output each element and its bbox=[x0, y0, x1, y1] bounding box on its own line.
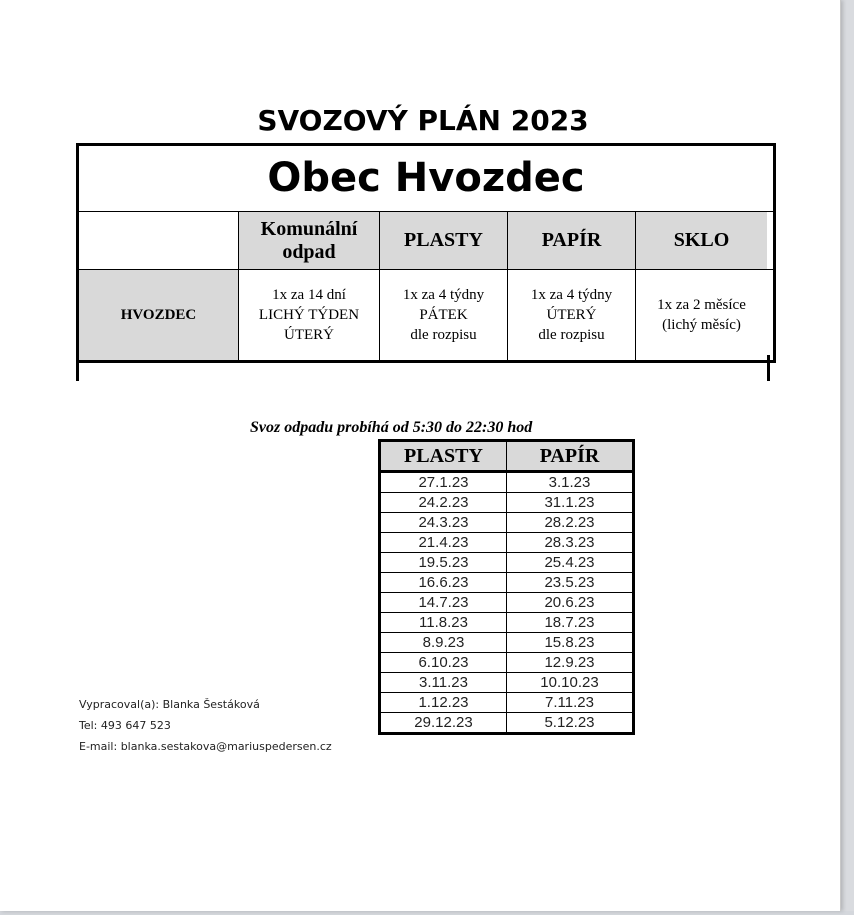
papir-date: 28.3.23 bbox=[507, 533, 634, 553]
header-papir: PAPÍR bbox=[507, 212, 635, 269]
table-row bbox=[380, 693, 634, 713]
table-row bbox=[380, 713, 634, 734]
table-row bbox=[380, 513, 634, 533]
table-row bbox=[380, 472, 634, 493]
plasty-date: 29.12.23 bbox=[380, 713, 507, 734]
header-sklo: SKLO bbox=[635, 212, 767, 269]
plasty-date: 24.2.23 bbox=[380, 493, 507, 513]
plasty-date: 11.8.23 bbox=[380, 613, 507, 633]
schedule-header-row bbox=[79, 212, 773, 270]
table-row bbox=[380, 533, 634, 553]
plasty-date: 16.6.23 bbox=[380, 573, 507, 593]
page-title: SVOZOVÝ PLÁN 2023 bbox=[257, 104, 589, 137]
dates-header-plasty: PLASTY bbox=[380, 441, 507, 472]
table-row bbox=[380, 673, 634, 693]
plasty-date: 14.7.23 bbox=[380, 593, 507, 613]
papir-cell bbox=[507, 270, 635, 360]
plasty-date: 27.1.23 bbox=[380, 472, 507, 493]
schedule-frame-extension bbox=[76, 355, 770, 381]
papir-date: 3.1.23 bbox=[507, 472, 634, 493]
papir-date: 10.10.23 bbox=[507, 673, 634, 693]
viewer-bottom-strip bbox=[0, 911, 854, 915]
plasty-date: 8.9.23 bbox=[380, 633, 507, 653]
table-row bbox=[380, 493, 634, 513]
papir-date: 15.8.23 bbox=[507, 633, 634, 653]
sklo-line: (lichý měsíc) bbox=[662, 317, 741, 333]
table-row bbox=[380, 653, 634, 673]
collection-dates-table bbox=[378, 439, 635, 735]
collection-hours-note: Svoz odpadu probíhá od 5:30 do 22:30 hod bbox=[250, 419, 533, 436]
table-row bbox=[380, 593, 634, 613]
plasty-date: 6.10.23 bbox=[380, 653, 507, 673]
contact-block bbox=[79, 694, 332, 757]
papir-date: 20.6.23 bbox=[507, 593, 634, 613]
plasty-date: 21.4.23 bbox=[380, 533, 507, 553]
papir-date: 5.12.23 bbox=[507, 713, 634, 734]
row-label: HVOZDEC bbox=[79, 270, 238, 360]
dates-header-row bbox=[380, 441, 634, 472]
sklo-line: 1x za 2 měsíce bbox=[657, 297, 746, 313]
plasty-date: 19.5.23 bbox=[380, 553, 507, 573]
plasty-line: dle rozpisu bbox=[410, 327, 477, 343]
plasty-line: PÁTEK bbox=[419, 307, 468, 323]
table-row bbox=[380, 613, 634, 633]
contact-phone: Tel: 493 647 523 bbox=[79, 719, 171, 732]
header-komunalni: Komunální odpad bbox=[238, 212, 379, 269]
table-row bbox=[380, 553, 634, 573]
table-row bbox=[380, 633, 634, 653]
komunalni-line: LICHÝ TÝDEN bbox=[258, 307, 360, 323]
village-name: Obec Hvozdec bbox=[79, 146, 773, 212]
dates-header-papir: PAPÍR bbox=[507, 441, 634, 472]
plasty-date: 1.12.23 bbox=[380, 693, 507, 713]
schedule-data-row bbox=[79, 270, 773, 363]
plasty-line: 1x za 4 týdny bbox=[402, 287, 485, 303]
papir-date: 23.5.23 bbox=[507, 573, 634, 593]
komunalni-line: 1x za 14 dní bbox=[272, 287, 346, 303]
papir-date: 18.7.23 bbox=[507, 613, 634, 633]
komunalni-line: ÚTERÝ bbox=[284, 327, 334, 343]
plasty-date: 24.3.23 bbox=[380, 513, 507, 533]
papir-line: dle rozpisu bbox=[538, 327, 605, 343]
viewer-scrollbar[interactable] bbox=[841, 0, 854, 915]
header-plasty: PLASTY bbox=[379, 212, 507, 269]
schedule-table bbox=[76, 143, 776, 363]
papir-date: 25.4.23 bbox=[507, 553, 634, 573]
papir-line: 1x za 4 týdny bbox=[530, 287, 613, 303]
header-blank-cell bbox=[79, 212, 238, 269]
papir-date: 12.9.23 bbox=[507, 653, 634, 673]
plasty-date: 3.11.23 bbox=[380, 673, 507, 693]
papir-date: 28.2.23 bbox=[507, 513, 634, 533]
papir-date: 7.11.23 bbox=[507, 693, 634, 713]
contact-author: Vypracoval(a): Blanka Šestáková bbox=[79, 698, 260, 711]
plasty-cell bbox=[379, 270, 507, 360]
papir-line: ÚTERÝ bbox=[546, 307, 597, 323]
sklo-cell bbox=[635, 270, 767, 360]
table-row bbox=[380, 573, 634, 593]
contact-email: E-mail: blanka.sestakova@mariuspedersen.cz bbox=[79, 740, 332, 753]
papir-date: 31.1.23 bbox=[507, 493, 634, 513]
komunalni-cell bbox=[238, 270, 379, 360]
